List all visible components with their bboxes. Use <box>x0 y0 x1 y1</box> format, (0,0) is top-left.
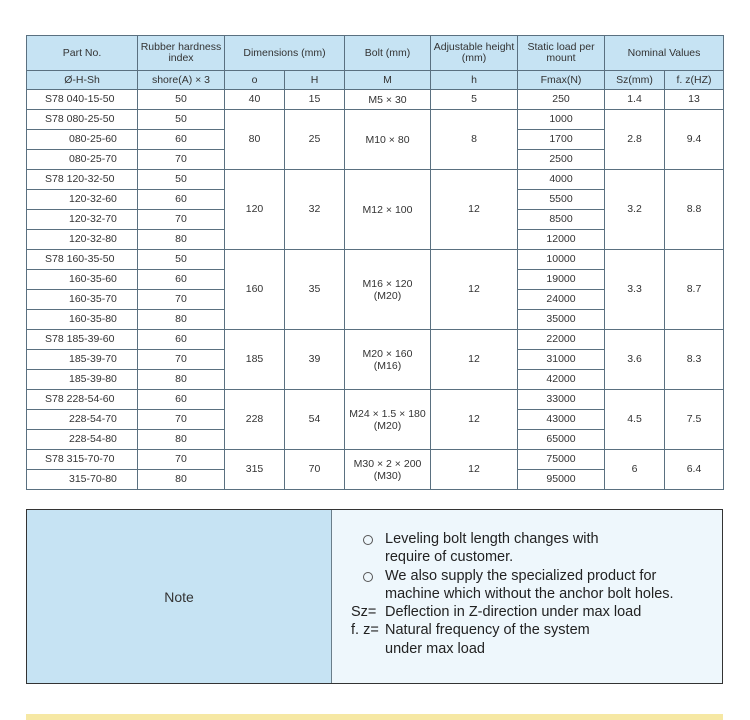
hardness-cell: 50 <box>138 90 225 110</box>
bolt-alt-size: (M20) <box>373 419 402 432</box>
dimension-H-cell: 32 <box>285 170 345 250</box>
static-load-cell: 4000 <box>518 170 605 190</box>
subheader-h: h <box>431 71 518 90</box>
static-load-cell: 31000 <box>518 350 605 370</box>
note-text: We also supply the specialized product for <box>385 567 657 584</box>
note-label: Note <box>27 510 332 683</box>
bolt-size: M30 × 2 × 200 <box>353 457 422 470</box>
header-dimensions: Dimensions (mm) <box>225 36 345 71</box>
dimension-H-cell: 54 <box>285 390 345 450</box>
adjustable-height-cell: 12 <box>431 450 518 490</box>
part-no-cell: 080-25-70 <box>27 150 138 170</box>
adjustable-height-cell: 5 <box>431 90 518 110</box>
part-no-cell: 185-39-80 <box>27 370 138 390</box>
dimension-H-cell: 25 <box>285 110 345 170</box>
deflection-cell: 3.2 <box>605 170 665 250</box>
bolt-cell <box>345 330 431 390</box>
part-no-cell: 160-35-70 <box>27 290 138 310</box>
header-static-load: Static load per mount <box>518 36 605 71</box>
hardness-cell: 70 <box>138 150 225 170</box>
note-line: machine which without the anchor bolt holes. <box>385 585 674 602</box>
part-no-cell: 080-25-60 <box>27 130 138 150</box>
subheader-part-no: Ø-H-Sh <box>27 71 138 90</box>
spec-table-body <box>27 90 724 490</box>
hardness-cell: 60 <box>138 330 225 350</box>
header-part-no: Part No. <box>27 36 138 71</box>
static-load-cell: 2500 <box>518 150 605 170</box>
static-load-cell: 35000 <box>518 310 605 330</box>
hardness-cell: 80 <box>138 230 225 250</box>
frequency-cell: 8.8 <box>665 170 724 250</box>
hardness-cell: 70 <box>138 290 225 310</box>
dimension-o-cell: 40 <box>225 90 285 110</box>
header-adjustable-height: Adjustable height (mm) <box>431 36 518 71</box>
part-no-cell: 120-32-70 <box>27 210 138 230</box>
hardness-cell: 70 <box>138 450 225 470</box>
part-no-cell: S78 080-25-50 <box>27 110 138 130</box>
bolt-cell <box>345 250 431 330</box>
part-no-cell: S78 160-35-50 <box>27 250 138 270</box>
static-load-cell: 12000 <box>518 230 605 250</box>
hardness-cell: 70 <box>138 350 225 370</box>
header-hardness: Rubber hardness index <box>138 36 225 71</box>
adjustable-height-cell: 12 <box>431 250 518 330</box>
frequency-cell: 9.4 <box>665 110 724 170</box>
part-no-cell: 160-35-80 <box>27 310 138 330</box>
dimension-o-cell: 160 <box>225 250 285 330</box>
hardness-cell: 80 <box>138 370 225 390</box>
dimension-o-cell: 80 <box>225 110 285 170</box>
part-no-cell: 160-35-60 <box>27 270 138 290</box>
static-load-cell: 10000 <box>518 250 605 270</box>
deflection-cell: 4.5 <box>605 390 665 450</box>
bolt-size: M10 × 80 <box>365 133 410 146</box>
table-row <box>27 330 724 350</box>
dimension-o-cell: 228 <box>225 390 285 450</box>
note-content <box>332 510 722 683</box>
subheader-sz: Sz(mm) <box>605 71 665 90</box>
hardness-cell: 60 <box>138 190 225 210</box>
frequency-cell: 6.4 <box>665 450 724 490</box>
note-line <box>351 567 722 585</box>
hardness-cell: 60 <box>138 130 225 150</box>
part-no-cell: S78 185-39-60 <box>27 330 138 350</box>
bolt-size: M16 × 120 <box>362 277 413 290</box>
table-row <box>27 110 724 130</box>
static-load-cell: 5500 <box>518 190 605 210</box>
note-line <box>351 621 722 639</box>
static-load-cell: 19000 <box>518 270 605 290</box>
static-load-cell: 1000 <box>518 110 605 130</box>
part-no-cell: 315-70-80 <box>27 470 138 490</box>
hardness-cell: 60 <box>138 390 225 410</box>
note-text: Leveling bolt length changes with <box>385 531 599 547</box>
dimension-H-cell: 39 <box>285 330 345 390</box>
frequency-cell: 8.3 <box>665 330 724 390</box>
note-box <box>26 509 723 684</box>
bolt-alt-size: (M20) <box>373 289 402 302</box>
hardness-cell: 50 <box>138 110 225 130</box>
static-load-cell: 42000 <box>518 370 605 390</box>
table-row <box>27 390 724 410</box>
bolt-cell <box>345 110 431 170</box>
frequency-cell: 13 <box>665 90 724 110</box>
bolt-size: M5 × 30 <box>368 93 407 106</box>
dimension-H-cell: 15 <box>285 90 345 110</box>
subheader-H: H <box>285 71 345 90</box>
bolt-alt-size: (M16) <box>373 359 402 372</box>
static-load-cell: 1700 <box>518 130 605 150</box>
static-load-cell: 24000 <box>518 290 605 310</box>
part-no-cell: 120-32-80 <box>27 230 138 250</box>
hardness-cell: 80 <box>138 470 225 490</box>
deflection-cell: 3.3 <box>605 250 665 330</box>
circle-bullet-icon <box>351 530 385 548</box>
dimension-H-cell: 70 <box>285 450 345 490</box>
note-term: Sz= <box>351 604 377 621</box>
dimension-o-cell: 315 <box>225 450 285 490</box>
hardness-cell: 50 <box>138 170 225 190</box>
note-line <box>351 603 722 621</box>
circle-bullet-icon <box>351 567 385 585</box>
note-line <box>351 530 722 548</box>
note-line: under max load <box>385 640 485 657</box>
part-no-cell: S78 315-70-70 <box>27 450 138 470</box>
dimension-H-cell: 35 <box>285 250 345 330</box>
subheader-M: M <box>345 71 431 90</box>
frequency-cell: 8.7 <box>665 250 724 330</box>
dimension-o-cell: 185 <box>225 330 285 390</box>
hardness-cell: 80 <box>138 310 225 330</box>
hardness-cell: 60 <box>138 270 225 290</box>
subheader-fmax: Fmax(N) <box>518 71 605 90</box>
bolt-cell <box>345 170 431 250</box>
header-bolt: Bolt (mm) <box>345 36 431 71</box>
note-term: f. z= <box>351 622 379 639</box>
adjustable-height-cell: 8 <box>431 110 518 170</box>
hardness-cell: 70 <box>138 410 225 430</box>
header-nominal-values: Nominal Values <box>605 36 724 71</box>
deflection-cell: 1.4 <box>605 90 665 110</box>
spec-table <box>26 35 724 490</box>
table-row <box>27 450 724 470</box>
part-no-cell: 185-39-70 <box>27 350 138 370</box>
adjustable-height-cell: 12 <box>431 170 518 250</box>
part-no-cell: 228-54-80 <box>27 430 138 450</box>
bolt-size: M12 × 100 <box>362 203 413 216</box>
bolt-cell <box>345 450 431 490</box>
deflection-cell: 6 <box>605 450 665 490</box>
dimension-o-cell: 120 <box>225 170 285 250</box>
bolt-alt-size: (M30) <box>373 469 402 482</box>
frequency-cell: 7.5 <box>665 390 724 450</box>
static-load-cell: 95000 <box>518 470 605 490</box>
static-load-cell: 65000 <box>518 430 605 450</box>
table-row <box>27 170 724 190</box>
subheader-hardness: shore(A) × 3 <box>138 71 225 90</box>
bolt-size: M24 × 1.5 × 180 <box>349 407 426 420</box>
static-load-cell: 43000 <box>518 410 605 430</box>
subheader-o: o <box>225 71 285 90</box>
static-load-cell: 33000 <box>518 390 605 410</box>
bolt-size: M20 × 160 <box>362 347 413 360</box>
deflection-cell: 3.6 <box>605 330 665 390</box>
static-load-cell: 22000 <box>518 330 605 350</box>
part-no-cell: S78 040-15-50 <box>27 90 138 110</box>
table-row <box>27 250 724 270</box>
static-load-cell: 8500 <box>518 210 605 230</box>
bottom-divider <box>26 714 723 720</box>
static-load-cell: 250 <box>518 90 605 110</box>
part-no-cell: 228-54-70 <box>27 410 138 430</box>
part-no-cell: 120-32-60 <box>27 190 138 210</box>
bolt-cell <box>345 90 431 110</box>
note-text: Deflection in Z-direction under max load <box>385 604 642 621</box>
table-row <box>27 90 724 110</box>
note-line: require of customer. <box>385 549 514 566</box>
static-load-cell: 75000 <box>518 450 605 470</box>
hardness-cell: 70 <box>138 210 225 230</box>
deflection-cell: 2.8 <box>605 110 665 170</box>
subheader-fz: f. z(HZ) <box>665 71 724 90</box>
bolt-cell <box>345 390 431 450</box>
hardness-cell: 50 <box>138 250 225 270</box>
adjustable-height-cell: 12 <box>431 330 518 390</box>
adjustable-height-cell: 12 <box>431 390 518 450</box>
hardness-cell: 80 <box>138 430 225 450</box>
part-no-cell: S78 228-54-60 <box>27 390 138 410</box>
part-no-cell: S78 120-32-50 <box>27 170 138 190</box>
note-text: Natural frequency of the system <box>385 622 590 639</box>
